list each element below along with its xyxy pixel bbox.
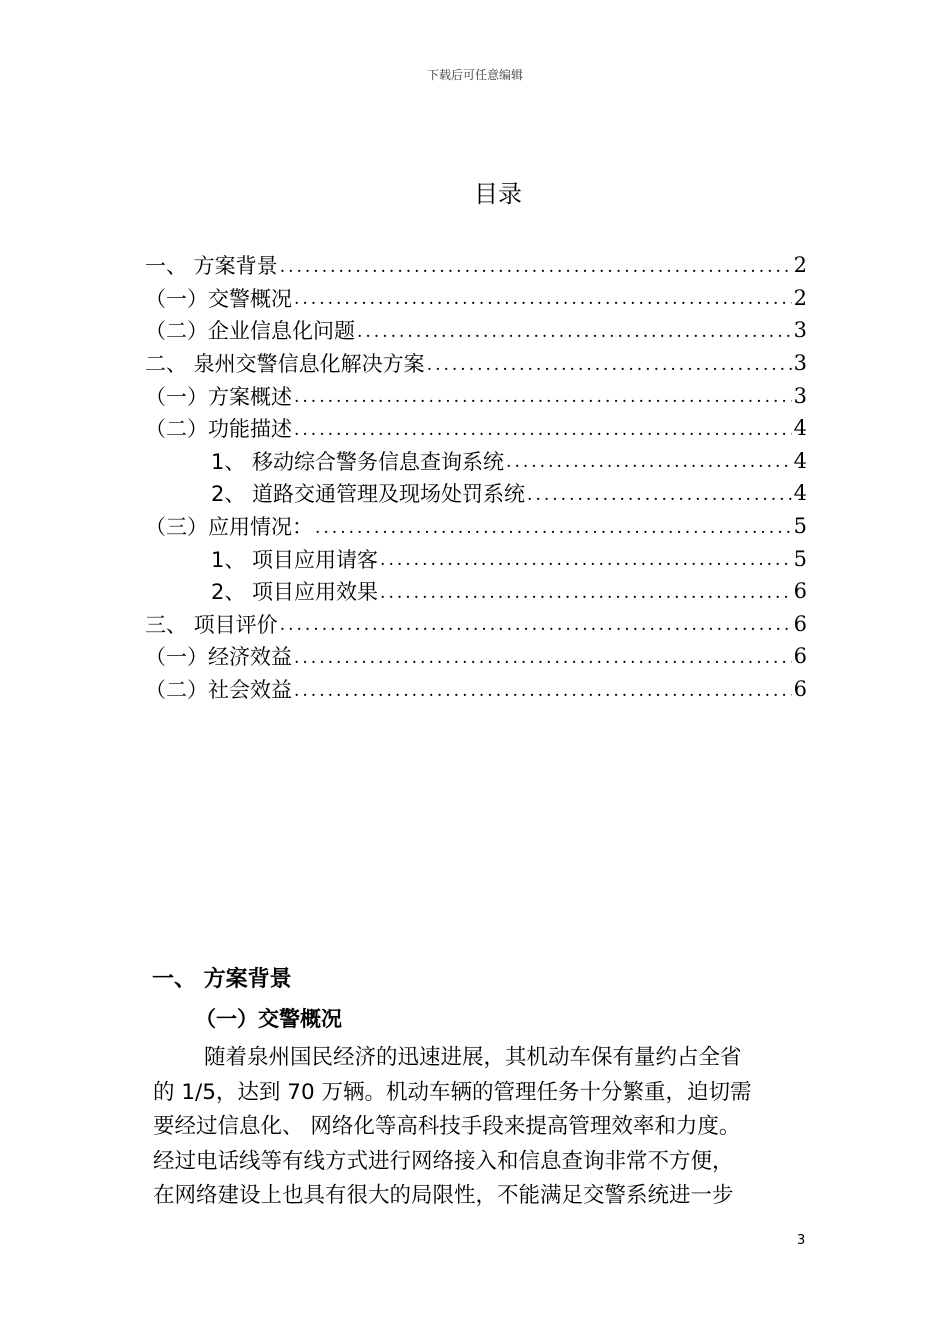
toc-entry[interactable] — [145, 608, 807, 641]
toc-entry-page: 5 — [793, 546, 807, 571]
toc-entry[interactable] — [145, 282, 807, 315]
toc-leader-dots — [506, 450, 792, 471]
toc-entry[interactable] — [145, 673, 807, 706]
toc-entry-page: 3 — [793, 318, 807, 343]
toc-leader-dots — [294, 418, 792, 439]
toc-entry-page: 4 — [793, 481, 807, 506]
toc-leader-dots — [527, 483, 792, 504]
toc-leader-dots — [280, 613, 792, 634]
toc-leader-dots — [294, 385, 792, 406]
toc-entry-page: 3 — [793, 383, 807, 408]
toc-entry-label: 二、 泉州交警信息化解决方案 — [145, 352, 425, 377]
toc-leader-dots — [294, 679, 792, 700]
paragraph-line: 随着泉州国民经济的迅速进展，其机动车保有量约占全省 — [204, 1045, 742, 1070]
toc-leader-dots — [427, 353, 792, 374]
toc-leader-dots — [280, 255, 792, 276]
toc-entry-page: 6 — [793, 644, 807, 669]
toc-entry[interactable] — [145, 412, 807, 445]
toc-leader-dots — [380, 581, 792, 602]
toc-entry-label: （二）企业信息化问题 — [145, 319, 355, 344]
toc-entry-page: 6 — [793, 677, 807, 702]
body-paragraph — [153, 1041, 803, 1214]
toc-entry-label: （三）应用情况： — [145, 515, 313, 540]
toc-title: 目录 — [474, 180, 522, 208]
toc-entry-label: 1、 移动综合警务信息查询系统 — [211, 449, 505, 474]
toc-entry-page: 4 — [793, 448, 807, 473]
toc-entry-label: 一、 方案背景 — [145, 254, 278, 279]
toc-entry-label: 2、 项目应用效果 — [211, 580, 379, 605]
toc-entry[interactable] — [145, 379, 807, 412]
paragraph-line: 经过电话线等有线方式进行网络接入和信息查询非常不方便， — [153, 1148, 734, 1174]
toc-leader-dots — [294, 287, 792, 308]
paragraph-line: 要经过信息化、 网络化等高科技手段来提高管理效率和力度。 — [153, 1114, 741, 1139]
toc-entry[interactable] — [145, 477, 807, 510]
table-of-contents — [145, 249, 807, 705]
paragraph-line: 的 1/5，达到 70 万辆。机动车辆的管理任务十分繁重，迫切需 — [153, 1079, 752, 1105]
toc-entry-page: 2 — [793, 253, 807, 278]
toc-entry-page: 6 — [793, 579, 807, 604]
toc-entry-label: （一）经济效益 — [145, 645, 292, 670]
page-number: 3 — [797, 1233, 806, 1248]
toc-entry[interactable] — [145, 542, 807, 575]
toc-entry[interactable] — [145, 575, 807, 608]
toc-leader-dots — [294, 646, 792, 667]
toc-entry-page: 2 — [793, 285, 807, 310]
toc-entry[interactable] — [145, 314, 807, 347]
toc-entry-page: 3 — [793, 351, 807, 376]
toc-entry-label: 1、 项目应用请客 — [211, 547, 379, 572]
toc-entry-label: 2、 道路交通管理及现场处罚系统 — [211, 482, 526, 507]
paragraph-line: 在网络建设上也具有很大的局限性，不能满足交警系统进一步 — [153, 1183, 734, 1208]
toc-entry-label: 三、 项目评价 — [145, 612, 278, 637]
toc-leader-dots — [380, 548, 792, 569]
toc-entry-label: （一）方案概述 — [145, 384, 292, 409]
toc-entry-page: 4 — [793, 416, 807, 441]
toc-entry[interactable] — [145, 510, 807, 543]
toc-leader-dots — [357, 320, 792, 341]
section-heading: 一、 方案背景 — [152, 967, 292, 992]
toc-entry-label: （二）功能描述 — [145, 417, 292, 442]
subsection-heading: （一）交警概况 — [195, 1007, 342, 1031]
toc-entry[interactable] — [145, 249, 807, 282]
toc-entry-label: （一）交警概况 — [145, 286, 292, 311]
toc-entry[interactable] — [145, 640, 807, 673]
toc-leader-dots — [315, 516, 792, 537]
toc-entry-page: 5 — [793, 514, 807, 539]
page-header: 下载后可任意编辑 — [426, 68, 523, 82]
toc-entry-label: （二）社会效益 — [145, 678, 292, 703]
toc-entry[interactable] — [145, 347, 807, 380]
toc-entry[interactable] — [145, 445, 807, 478]
toc-entry-page: 6 — [793, 611, 807, 636]
